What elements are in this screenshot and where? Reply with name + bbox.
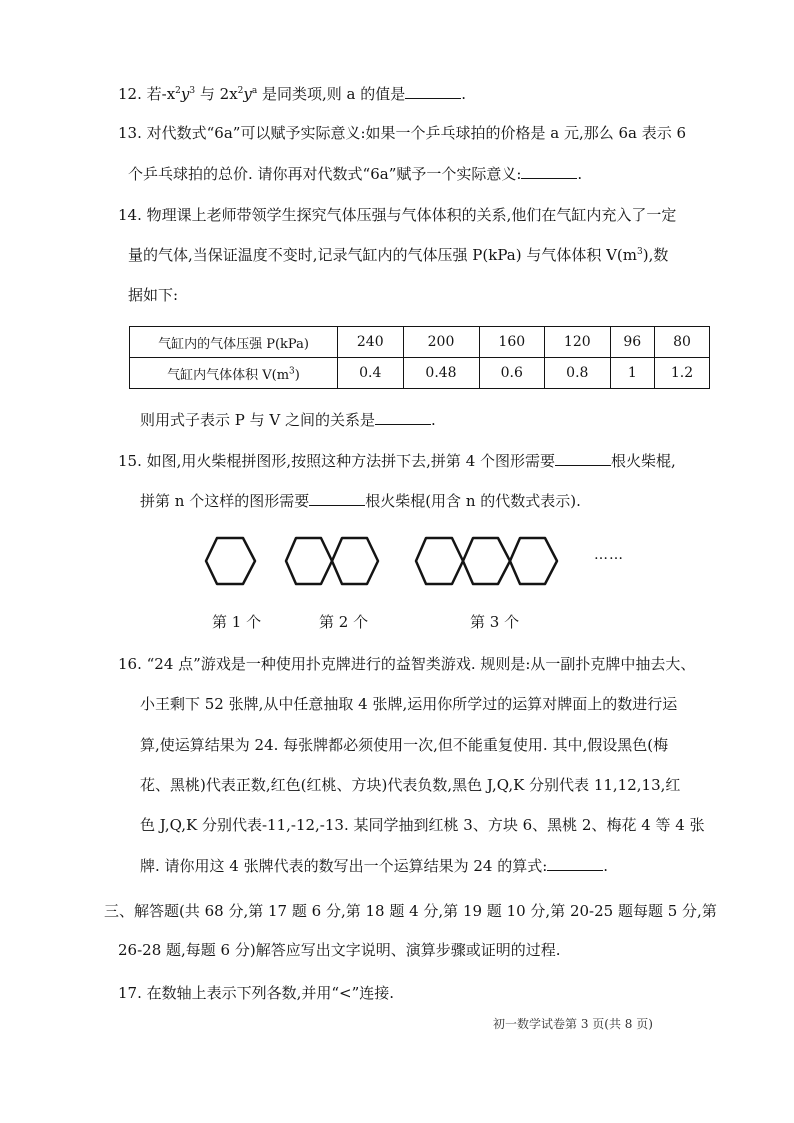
question-14-line-3: 据如下:: [128, 286, 179, 304]
hexagon-figure-2a: [286, 538, 332, 584]
answer-blank-13[interactable]: [521, 164, 577, 179]
table-row-pressure: [130, 327, 710, 358]
section-3-heading-line-1: 三、解答题(共 68 分,第 17 题 6 分,第 18 题 4 分,第 19 题 10 分,第 20-25 题每题 5 分,第: [104, 902, 717, 920]
figure-caption-1: 第 1 个: [212, 613, 262, 631]
continuation-dots: ……: [594, 547, 624, 563]
question-17-line-1: 17. 在数轴上表示下列各数,并用“<”连接.: [118, 984, 395, 1002]
table-cell: 1.2: [655, 358, 710, 389]
answer-blank-15a[interactable]: [555, 451, 611, 466]
question-13-line-1: 13. 对代数式“6a”可以赋予实际意义:如果一个乒乓球拍的价格是 a 元,那么 6a 表示 6: [118, 124, 687, 142]
question-13-line-2: 个乒乓球拍的总价. 请你再对代数式“6a”赋予一个实际意义: .: [128, 165, 583, 183]
page-footer: 初一数学试卷第 3 页(共 8 页): [493, 1017, 653, 1031]
table-cell: 0.4: [338, 358, 404, 389]
question-16-line-4: 花、黑桃)代表正数,红色(红桃、方块)代表负数,黑色 J,Q,K 分别代表 11,12,13,红: [140, 776, 681, 794]
table-row-label: 气缸内气体体积 $V(m^3)$: [130, 358, 338, 389]
table-row-label: 气缸内的气体压强 P(kPa): [130, 327, 338, 358]
hexagon-figure-1: [206, 538, 255, 584]
table-cell: 240: [338, 327, 404, 358]
answer-blank-12[interactable]: [405, 84, 461, 99]
answer-blank-16[interactable]: [547, 856, 603, 871]
question-12: 12. 若$-x^2y^3$ 与 $2x^2y^a$ 是同类项,则 a 的值是 .: [118, 85, 467, 103]
table-cell: 120: [545, 327, 611, 358]
question-14-line-1: 14. 物理课上老师带领学生探究气体压强与气体体积的关系,他们在气缸内充入了一定: [118, 206, 677, 224]
question-15-line-1: 15. 如图,用火柴棍拼图形,按照这种方法拼下去,拼第 4 个图形需要 根火柴棍,: [118, 452, 676, 470]
question-14-line-2: 量的气体,当保证温度不变时,记录气缸内的气体压强 P(kPa) 与气体体积 $V(m^3)$,数: [128, 246, 669, 264]
answer-blank-14[interactable]: [375, 410, 431, 425]
answer-blank-15b[interactable]: [309, 491, 365, 506]
question-15-line-2: 拼第 n 个这样的图形需要 根火柴棍(用含 n 的代数式表示).: [140, 492, 581, 510]
table-row-volume: [130, 358, 710, 389]
question-16-line-6: 牌. 请你用这 4 张牌代表的数写出一个运算结果为 24 的算式: .: [140, 857, 609, 875]
table-cell: 1: [610, 358, 654, 389]
hexagon-figure-3a: [416, 538, 463, 584]
hexagon-figure-3c: [510, 538, 557, 584]
question-14-line-4: 则用式子表示 P 与 V 之间的关系是 .: [140, 411, 436, 429]
table-cell: 96: [610, 327, 654, 358]
table-cell: 0.8: [545, 358, 611, 389]
matchstick-hexagon-figure: [200, 528, 580, 594]
table-cell: 200: [403, 327, 479, 358]
question-16-line-3: 算,使运算结果为 24. 每张牌都必须使用一次,但不能重复使用. 其中,假设黑色(梅: [140, 736, 669, 754]
figure-caption-3: 第 3 个: [470, 613, 520, 631]
question-16-line-5: 色 J,Q,K 分别代表-11,-12,-13. 某同学抽到红桃 3、方块 6、黑桃 2、梅花 4 等 4 张: [140, 816, 705, 834]
table-cell: 0.6: [479, 358, 545, 389]
table-cell: 0.48: [403, 358, 479, 389]
pressure-volume-table: [129, 326, 710, 389]
question-16-line-2: 小王剩下 52 张牌,从中任意抽取 4 张牌,运用你所学过的运算对牌面上的数进行运: [140, 695, 678, 713]
question-16-line-1: 16. “24 点”游戏是一种使用扑克牌进行的益智类游戏. 规则是:从一副扑克牌中抽去大、: [118, 655, 696, 673]
hexagon-figure-2b: [332, 538, 378, 584]
figure-caption-2: 第 2 个: [319, 613, 369, 631]
section-3-heading-line-2: 26-28 题,每题 6 分)解答应写出文字说明、演算步骤或证明的过程.: [118, 941, 561, 959]
table-cell: 80: [655, 327, 710, 358]
table-cell: 160: [479, 327, 545, 358]
hexagon-figure-3b: [463, 538, 510, 584]
